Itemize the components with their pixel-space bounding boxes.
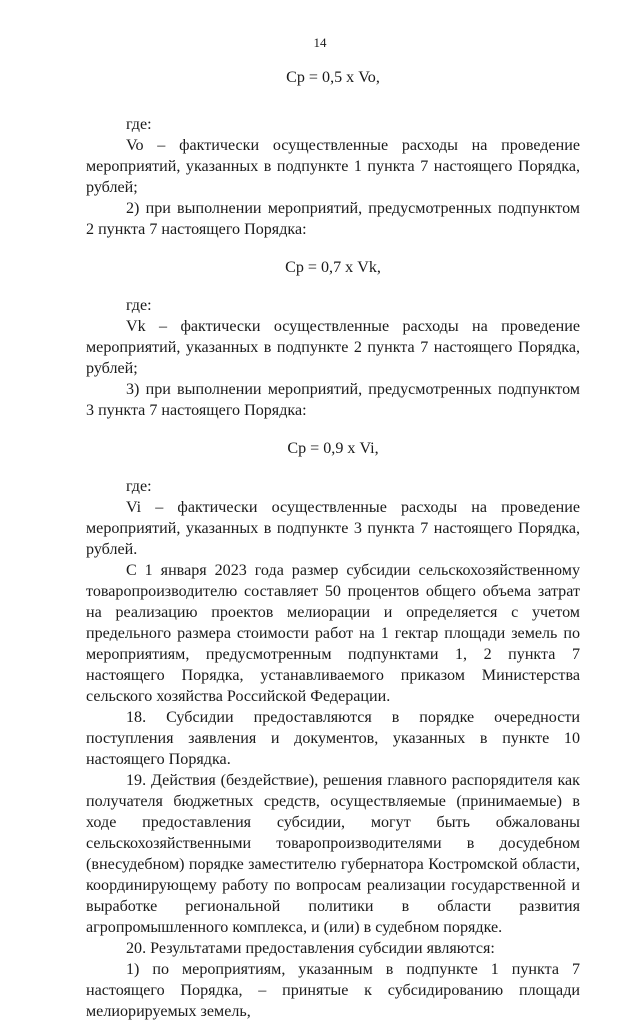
where-label: где: [126, 478, 152, 495]
paragraph-19: 19. Действия (бездействие), решения главного распорядителя как получателя бюджетных средств, осуществляемые (принимаемые) в ходе предоставления субсидии, могут быть обжалованы сельскохозяйственными товаропроизводителями в досудебном (внесудебном) порядке заместителю губернатора Костромской области, координирующему работу по вопросам реализации государственной и выработке региональной политики в области развития агропромышленного комплекса, и (или) в судебном порядке. [86, 772, 580, 936]
formula-vk: Ср = 0,7 х Vk, [285, 259, 381, 276]
document-body [86, 67, 580, 1022]
formula-vi: Ср = 0,9 х Vi, [287, 440, 379, 457]
paragraph-20-item-1: 1) по мероприятиям, указанным в подпункте 1 пункта 7 настоящего Порядка, – принятые к субсидированию площади мелиорируемых земель, [86, 961, 580, 1020]
paragraph-18: 18. Субсидии предоставляются в порядке очередности поступления заявления и документов, указанных в пункте 10 настоящего Порядка. [86, 709, 580, 768]
page-number: 14 [313, 35, 327, 50]
paragraph-20: 20. Результатами предоставления субсидии являются: [126, 940, 495, 957]
where-label: где: [126, 297, 152, 314]
where-label: где: [126, 116, 152, 133]
definition-vk: Vk – фактически осуществленные расходы на проведение мероприятий, указанных в подпункте 2 пункта 7 настоящего Порядка, рублей; [86, 318, 580, 377]
formula-vo: Ср = 0,5 х Vo, [286, 69, 380, 86]
paragraph-2023: С 1 января 2023 года размер субсидии сельскохозяйственному товаропроизводителю составляет 50 процентов общего объема затрат на реализацию проектов мелиорации и определяется с учетом предельного размера стоимости работ на 1 гектар площади земель по мероприятиям, предусмотренным подпунктами 1, 2 пункта 7 настоящего Порядка, устанавливаемого приказом Министерства сельского хозяйства Российской Федерации. [86, 562, 580, 705]
list-item-3: 3) при выполнении мероприятий, предусмотренных подпунктом 3 пункта 7 настоящего Порядка: [86, 381, 580, 419]
definition-vo: Vo – фактически осуществленные расходы на проведение мероприятий, указанных в подпункте 1 пункта 7 настоящего Порядка, рублей; [86, 137, 580, 196]
list-item-2: 2) при выполнении мероприятий, предусмотренных подпунктом 2 пункта 7 настоящего Порядка: [86, 200, 580, 238]
definition-vi: Vi – фактически осуществленные расходы на проведение мероприятий, указанных в подпункте 3 пункта 7 настоящего Порядка, рублей. [86, 499, 580, 558]
